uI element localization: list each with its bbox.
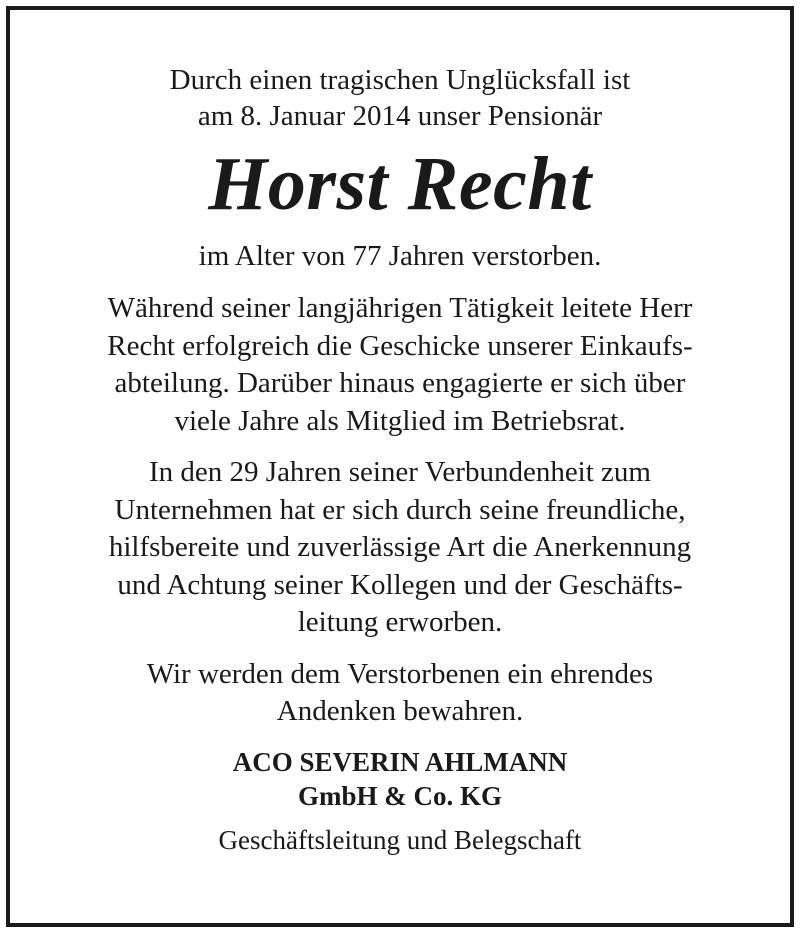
company-line: ACO SEVERIN AHLMANN — [232, 746, 568, 777]
paragraph-line: Recht erfolgreich die Geschicke unserer Einkaufs- — [107, 329, 693, 362]
paragraph-line: Andenken bewahren. — [276, 695, 524, 727]
recognition-paragraph — [10, 454, 790, 642]
paragraph-line: und Achtung seiner Kollegen und der Geschäfts- — [117, 568, 683, 601]
paragraph-line: abteilung. Darüber hinaus engagierte er sich über — [114, 367, 686, 399]
paragraph-line: leitung erworben. — [297, 606, 503, 638]
intro-line: am 8. Januar 2014 unser Pensionär — [197, 100, 603, 132]
signoff-text: Geschäftsleitung und Belegschaft — [218, 824, 582, 855]
company-name — [10, 745, 790, 813]
paragraph-line: Unternehmen hat er sich durch seine freundliche, — [114, 493, 686, 526]
age-line: im Alter von 77 Jahren verstorben. — [198, 240, 602, 272]
company-line: GmbH & Co. KG — [297, 780, 502, 811]
tenure-paragraph — [10, 290, 790, 440]
paragraph-line: hilfsbereite und zuverlässige Art die Anerkennung — [108, 531, 692, 563]
obituary-content — [10, 62, 790, 857]
paragraph-line: In den 29 Jahren seiner Verbundenheit zum — [149, 456, 651, 488]
deceased-name: Horst Recht — [208, 142, 592, 226]
intro-text — [10, 62, 790, 134]
paragraph-line: Während seiner langjährigen Tätigkeit leitete Herr — [107, 292, 693, 324]
intro-line: Durch einen tragischen Unglücksfall ist — [169, 64, 631, 96]
remembrance-paragraph — [10, 656, 790, 731]
paragraph-line: Wir werden dem Verstorbenen ein ehrendes — [146, 657, 654, 690]
paragraph-line: viele Jahre als Mitglied im Betriebsrat. — [174, 404, 626, 437]
obituary-frame — [6, 6, 794, 927]
